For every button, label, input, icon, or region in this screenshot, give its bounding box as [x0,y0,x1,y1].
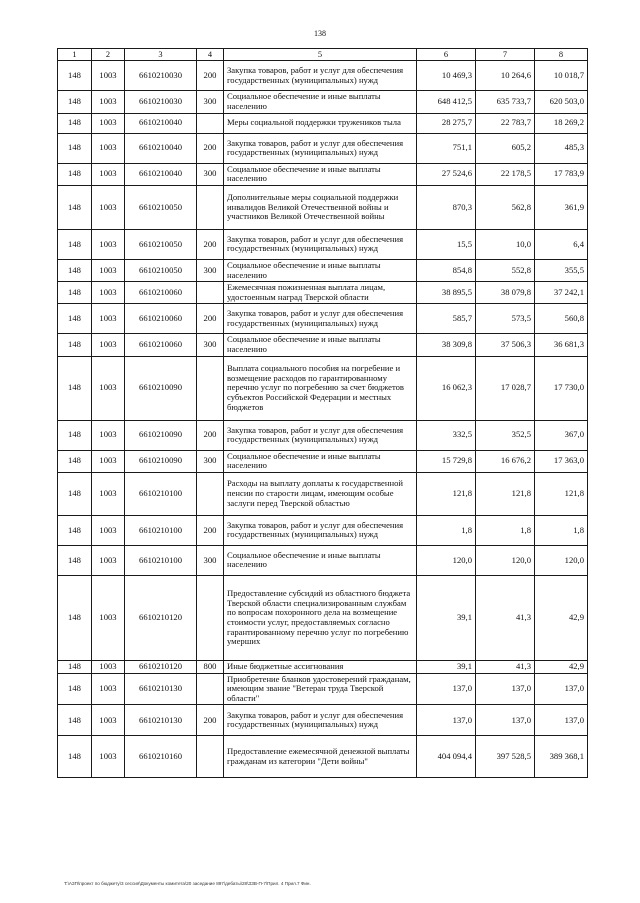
cell-ppp: 148 [58,304,92,334]
cell-description: Закупка товаров, работ и услуг для обеспечения государственных (муниципальных) нужд [224,61,417,91]
cell-amount-year-2: 1,8 [476,515,535,545]
cell-ppp: 148 [58,420,92,450]
cell-ppp: 148 [58,113,92,133]
header-col-8: 8 [535,49,588,61]
cell-amount-year-2: 573,5 [476,304,535,334]
cell-amount-year-1: 38 895,5 [417,282,476,304]
cell-target-article: 6610210100 [125,515,197,545]
cell-amount-year-3: 367,0 [535,420,588,450]
cell-amount-year-2: 22 783,7 [476,113,535,133]
cell-amount-year-1: 137,0 [417,673,476,705]
table-row [58,660,588,673]
cell-amount-year-3: 389 368,1 [535,736,588,778]
cell-ppp: 148 [58,229,92,259]
cell-section: 1003 [92,575,125,660]
cell-target-article: 6610210050 [125,259,197,281]
page-number: 138 [314,29,326,38]
cell-ppp: 148 [58,61,92,91]
cell-expense-type: 200 [197,304,224,334]
cell-amount-year-3: 6,4 [535,229,588,259]
cell-amount-year-2: 552,8 [476,259,535,281]
cell-amount-year-3: 120,0 [535,545,588,575]
cell-amount-year-2: 10,0 [476,229,535,259]
table-row [58,705,588,736]
cell-section: 1003 [92,545,125,575]
cell-expense-type [197,472,224,515]
cell-target-article: 6610210030 [125,61,197,91]
cell-target-article: 6610210040 [125,113,197,133]
cell-target-article: 6610210050 [125,229,197,259]
cell-target-article: 6610210090 [125,356,197,420]
table-row [58,575,588,660]
cell-amount-year-2: 137,0 [476,705,535,736]
cell-amount-year-1: 28 275,7 [417,113,476,133]
cell-ppp: 148 [58,673,92,705]
table-row [58,673,588,705]
cell-amount-year-1: 39,1 [417,660,476,673]
cell-amount-year-1: 404 094,4 [417,736,476,778]
cell-target-article: 6610210090 [125,450,197,472]
cell-amount-year-1: 137,0 [417,705,476,736]
cell-description: Социальное обеспечение и иные выплаты населению [224,450,417,472]
cell-target-article: 6610210130 [125,673,197,705]
cell-section: 1003 [92,163,125,185]
cell-section: 1003 [92,736,125,778]
cell-target-article: 6610210130 [125,705,197,736]
cell-amount-year-3: 10 018,7 [535,61,588,91]
cell-ppp: 148 [58,705,92,736]
table-row [58,133,588,163]
cell-amount-year-2: 16 676,2 [476,450,535,472]
cell-expense-type: 200 [197,515,224,545]
cell-description: Социальное обеспечение и иные выплаты населению [224,334,417,356]
table-row [58,472,588,515]
cell-description: Социальное обеспечение и иные выплаты населению [224,163,417,185]
cell-amount-year-3: 361,9 [535,185,588,229]
cell-target-article: 6610210100 [125,545,197,575]
cell-amount-year-3: 17 783,9 [535,163,588,185]
footer-file-path: T:\АЗП\проект по бюджету\3 сессия\Документы комитета\20 заседание 897\дебаты\28\ЗЗВ-П-7\Прил. 4 Прил.7 Фин. [64,881,311,886]
cell-section: 1003 [92,282,125,304]
cell-expense-type: 300 [197,91,224,113]
cell-section: 1003 [92,229,125,259]
cell-section: 1003 [92,705,125,736]
cell-section: 1003 [92,356,125,420]
cell-amount-year-2: 38 079,8 [476,282,535,304]
table-row [58,545,588,575]
cell-target-article: 6610210120 [125,660,197,673]
cell-expense-type [197,736,224,778]
cell-description: Закупка товаров, работ и услуг для обеспечения государственных (муниципальных) нужд [224,515,417,545]
cell-description: Иные бюджетные ассигнования [224,660,417,673]
cell-amount-year-3: 17 363,0 [535,450,588,472]
cell-ppp: 148 [58,660,92,673]
cell-expense-type: 200 [197,133,224,163]
cell-ppp: 148 [58,736,92,778]
table-row [58,450,588,472]
cell-description: Предоставление субсидий из областного бюджета Тверской области специализированным службам по вопросам похоронного дела на возмещение стоимости услуг, предоставляемых согласно гарантированному перечню услуг по погребению умерших [224,575,417,660]
cell-expense-type [197,282,224,304]
table-row [58,185,588,229]
cell-ppp: 148 [58,163,92,185]
cell-expense-type: 800 [197,660,224,673]
cell-amount-year-2: 41,3 [476,575,535,660]
cell-expense-type: 200 [197,61,224,91]
cell-amount-year-1: 854,8 [417,259,476,281]
cell-ppp: 148 [58,334,92,356]
cell-amount-year-3: 485,3 [535,133,588,163]
cell-ppp: 148 [58,450,92,472]
cell-amount-year-2: 10 264,6 [476,61,535,91]
cell-amount-year-1: 38 309,8 [417,334,476,356]
cell-amount-year-1: 15 729,8 [417,450,476,472]
cell-target-article: 6610210040 [125,133,197,163]
table-row [58,61,588,91]
cell-description: Закупка товаров, работ и услуг для обеспечения государственных (муниципальных) нужд [224,420,417,450]
cell-target-article: 6610210060 [125,304,197,334]
cell-amount-year-2: 121,8 [476,472,535,515]
cell-amount-year-3: 42,9 [535,575,588,660]
cell-section: 1003 [92,61,125,91]
header-col-6: 6 [417,49,476,61]
cell-ppp: 148 [58,133,92,163]
cell-amount-year-2: 17 028,7 [476,356,535,420]
cell-section: 1003 [92,259,125,281]
cell-ppp: 148 [58,91,92,113]
header-col-7: 7 [476,49,535,61]
cell-expense-type [197,356,224,420]
cell-target-article: 6610210060 [125,334,197,356]
cell-ppp: 148 [58,515,92,545]
table-row [58,515,588,545]
cell-section: 1003 [92,91,125,113]
header-row [58,49,588,61]
cell-ppp: 148 [58,185,92,229]
table-row [58,91,588,113]
cell-amount-year-1: 121,8 [417,472,476,515]
header-col-5: 5 [224,49,417,61]
cell-description: Закупка товаров, работ и услуг для обеспечения государственных (муниципальных) нужд [224,304,417,334]
table-row [58,282,588,304]
cell-amount-year-1: 39,1 [417,575,476,660]
cell-description: Закупка товаров, работ и услуг для обеспечения государственных (муниципальных) нужд [224,705,417,736]
cell-description: Меры социальной поддержки тружеников тыла [224,113,417,133]
cell-description: Приобретение бланков удостоверений гражданам, имеющим звание "Ветеран труда Тверской области" [224,673,417,705]
cell-target-article: 6610210100 [125,472,197,515]
cell-ppp: 148 [58,575,92,660]
cell-ppp: 148 [58,356,92,420]
cell-target-article: 6610210040 [125,163,197,185]
header-col-4: 4 [197,49,224,61]
cell-amount-year-2: 37 506,3 [476,334,535,356]
cell-expense-type: 200 [197,705,224,736]
cell-expense-type: 300 [197,163,224,185]
cell-section: 1003 [92,450,125,472]
cell-expense-type: 300 [197,545,224,575]
cell-expense-type: 300 [197,450,224,472]
cell-amount-year-3: 121,8 [535,472,588,515]
cell-amount-year-1: 870,3 [417,185,476,229]
cell-amount-year-1: 1,8 [417,515,476,545]
cell-amount-year-3: 37 242,1 [535,282,588,304]
cell-amount-year-2: 605,2 [476,133,535,163]
cell-amount-year-1: 15,5 [417,229,476,259]
cell-section: 1003 [92,472,125,515]
cell-description: Предоставление ежемесячной денежной выплаты гражданам из категории "Дети войны" [224,736,417,778]
cell-description: Выплата социального пособия на погребение и возмещение расходов по гарантированному перечню услуг по погребению за счет бюджетов субъектов Российской Федерации и местных бюджетов [224,356,417,420]
header-col-3: 3 [125,49,197,61]
cell-amount-year-3: 560,8 [535,304,588,334]
cell-amount-year-2: 562,8 [476,185,535,229]
cell-amount-year-3: 42,9 [535,660,588,673]
cell-section: 1003 [92,133,125,163]
budget-table [57,48,588,778]
cell-amount-year-1: 332,5 [417,420,476,450]
cell-amount-year-2: 635 733,7 [476,91,535,113]
cell-section: 1003 [92,113,125,133]
cell-amount-year-1: 16 062,3 [417,356,476,420]
cell-amount-year-1: 120,0 [417,545,476,575]
cell-section: 1003 [92,185,125,229]
table-row [58,229,588,259]
cell-amount-year-3: 137,0 [535,673,588,705]
cell-expense-type: 300 [197,334,224,356]
cell-amount-year-1: 27 524,6 [417,163,476,185]
cell-amount-year-1: 585,7 [417,304,476,334]
cell-expense-type: 200 [197,229,224,259]
cell-target-article: 6610210120 [125,575,197,660]
cell-amount-year-3: 1,8 [535,515,588,545]
cell-section: 1003 [92,304,125,334]
cell-ppp: 148 [58,259,92,281]
cell-target-article: 6610210030 [125,91,197,113]
table-body [58,61,588,778]
cell-section: 1003 [92,515,125,545]
table-row [58,259,588,281]
cell-expense-type [197,185,224,229]
cell-ppp: 148 [58,545,92,575]
cell-expense-type: 200 [197,420,224,450]
cell-amount-year-2: 137,0 [476,673,535,705]
cell-ppp: 148 [58,472,92,515]
cell-amount-year-3: 18 269,2 [535,113,588,133]
cell-amount-year-3: 17 730,0 [535,356,588,420]
header-col-2: 2 [92,49,125,61]
cell-amount-year-2: 397 528,5 [476,736,535,778]
table-row [58,420,588,450]
cell-target-article: 6610210160 [125,736,197,778]
cell-amount-year-3: 355,5 [535,259,588,281]
cell-amount-year-2: 41,3 [476,660,535,673]
cell-target-article: 6610210090 [125,420,197,450]
table-row [58,163,588,185]
cell-ppp: 148 [58,282,92,304]
cell-amount-year-3: 36 681,3 [535,334,588,356]
cell-amount-year-1: 10 469,3 [417,61,476,91]
table-row [58,356,588,420]
cell-description: Закупка товаров, работ и услуг для обеспечения государственных (муниципальных) нужд [224,229,417,259]
table-row [58,113,588,133]
cell-expense-type [197,673,224,705]
cell-target-article: 6610210050 [125,185,197,229]
cell-amount-year-2: 22 178,5 [476,163,535,185]
cell-description: Расходы на выплату доплаты к государственной пенсии по старости лицам, имеющим особые заслуги перед Тверской областью [224,472,417,515]
cell-description: Социальное обеспечение и иные выплаты населению [224,91,417,113]
cell-expense-type: 300 [197,259,224,281]
cell-expense-type [197,575,224,660]
cell-section: 1003 [92,673,125,705]
cell-section: 1003 [92,334,125,356]
header-col-1: 1 [58,49,92,61]
cell-description: Ежемесячная пожизненная выплата лицам, удостоенным наград Тверской области [224,282,417,304]
cell-target-article: 6610210060 [125,282,197,304]
cell-description: Дополнительные меры социальной поддержки инвалидов Великой Отечественной войны и участников Великой Отечественной войны [224,185,417,229]
cell-amount-year-1: 648 412,5 [417,91,476,113]
cell-section: 1003 [92,660,125,673]
cell-amount-year-2: 352,5 [476,420,535,450]
cell-section: 1003 [92,420,125,450]
cell-expense-type [197,113,224,133]
cell-amount-year-3: 137,0 [535,705,588,736]
cell-amount-year-2: 120,0 [476,545,535,575]
cell-description: Социальное обеспечение и иные выплаты населению [224,259,417,281]
table-row [58,304,588,334]
cell-description: Закупка товаров, работ и услуг для обеспечения государственных (муниципальных) нужд [224,133,417,163]
table-row [58,334,588,356]
cell-amount-year-3: 620 503,0 [535,91,588,113]
cell-description: Социальное обеспечение и иные выплаты населению [224,545,417,575]
cell-amount-year-1: 751,1 [417,133,476,163]
table-row [58,736,588,778]
